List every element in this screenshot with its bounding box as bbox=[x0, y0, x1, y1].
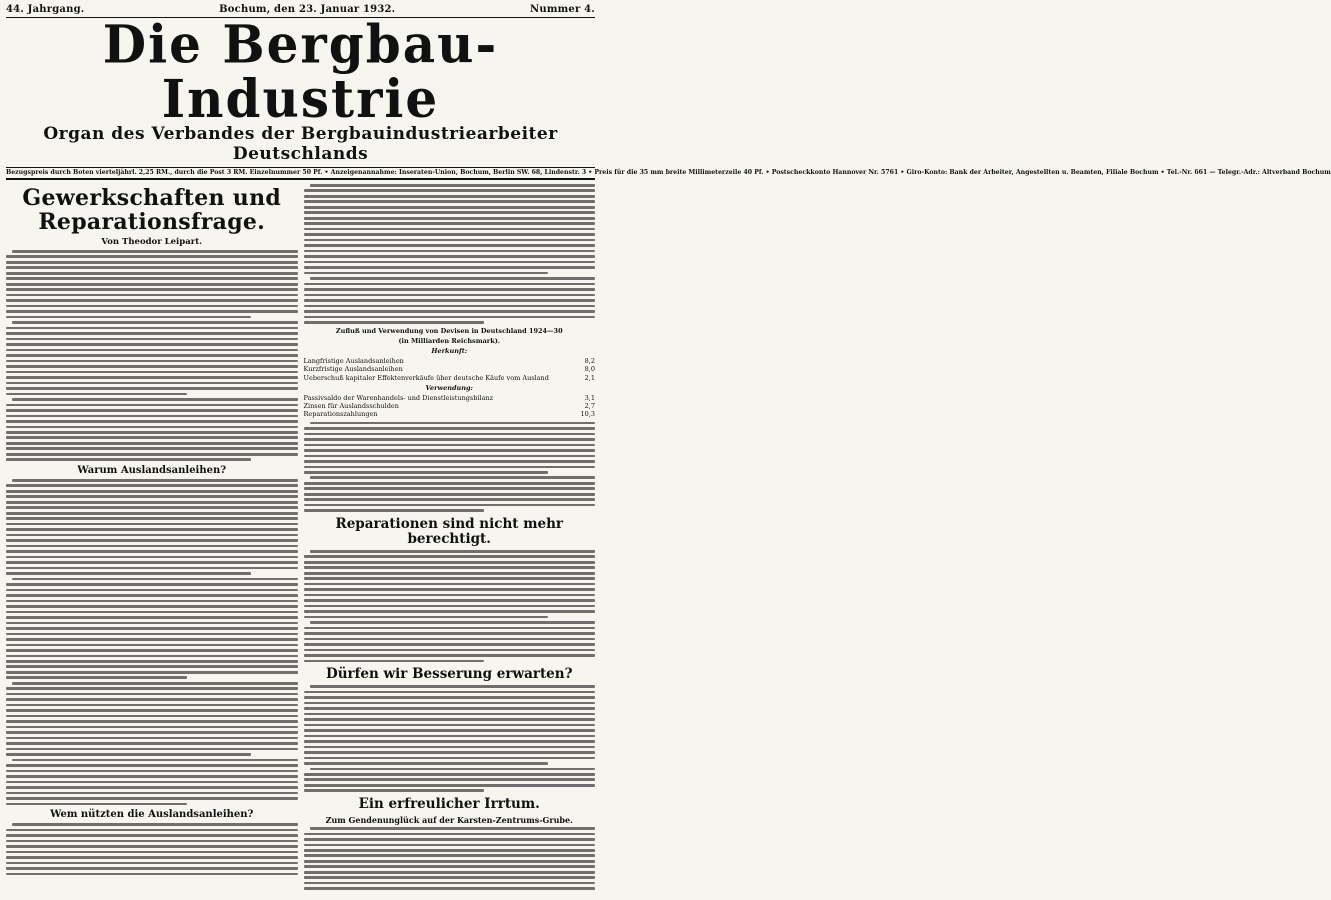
table-row-label: Ueberschuß kapitaler Effektenverkäufe über deutsche Käufe vom Ausland bbox=[303, 373, 549, 382]
table-row bbox=[304, 365, 596, 373]
table-row bbox=[304, 394, 596, 402]
article-text-5 bbox=[304, 422, 596, 512]
table-row-label: Langfristige Auslandsanleihen bbox=[303, 357, 404, 366]
section-heading: Ein erfreulicher Irrtum. bbox=[358, 796, 540, 813]
subscription-info: Bezugspreis durch Boten vierteljährl. 2,25 RM., durch die Post 3 RM. Einzelnummer 50 Pf. • Anzeigenannahme: Inseraten-Union, Bochum, Berlin SW. 68, Lindenstr. 3 • Preis für die 35 mm breite Millimeterzeile 40 Pf. • Postscheckkonto Hannover Nr. 5761 • Giro-Konto: Bank der Arbeiter, Angestellten u. Beamten, Filiale Bochum • Tel.-Nr. 661 — Telegr.-Adr.: Altverband Bochum bbox=[6, 167, 595, 180]
author-byline: Von Theodor Leipart. bbox=[101, 237, 203, 247]
table-row bbox=[304, 410, 596, 418]
table-group-verwendung: Verwendung: bbox=[425, 383, 473, 392]
masthead-title: Die Bergbau-Industrie bbox=[102, 13, 499, 130]
article-text-1 bbox=[6, 250, 298, 461]
section-heading: Wem nützten die Auslandsanleihen? bbox=[50, 809, 254, 821]
section-heading: Reparationen sind nicht mehr berechtigt. bbox=[335, 515, 564, 547]
article-text-6 bbox=[304, 550, 596, 662]
table-row bbox=[304, 357, 596, 365]
section-subheading: Zum Gendenunglück auf der Karsten-Zentrums-Grube. bbox=[325, 815, 573, 826]
table-row-label: Passivsaldo der Warenhandels- und Dienstleistungsbilanz bbox=[303, 394, 494, 403]
article-text-8 bbox=[304, 827, 596, 890]
table-row-value: 10,3 bbox=[580, 410, 595, 419]
table-group-herkunft: Herkunft: bbox=[431, 347, 468, 355]
article-text-7 bbox=[304, 685, 596, 792]
masthead-subtitle: Organ des Verbandes der Bergbauindustriearbeiter Deutschlands bbox=[43, 124, 558, 164]
table-row-value: 8,2 bbox=[584, 357, 595, 366]
section-heading: Dürfen wir Besserung erwarten? bbox=[325, 666, 573, 683]
table-row-label: Reparationszahlungen bbox=[303, 410, 378, 419]
right-column bbox=[304, 184, 596, 893]
table-row-value: 2,7 bbox=[584, 402, 595, 411]
section-heading: Warum Auslandsanleihen? bbox=[77, 465, 227, 476]
table-row-label: Kurzfristige Auslandsanleihen bbox=[303, 365, 403, 374]
issue-number: Nummer 4. bbox=[530, 4, 595, 15]
article-text-3 bbox=[6, 823, 298, 875]
table-row-label: Zinsen für Auslandsschulden bbox=[303, 402, 399, 411]
article-text-4 bbox=[304, 184, 596, 324]
left-column bbox=[6, 184, 298, 893]
table-row-value: 3,1 bbox=[584, 394, 595, 403]
devisen-table bbox=[304, 327, 596, 419]
table-row-value: 8,0 bbox=[584, 365, 595, 374]
table-subtitle: (in Milliarden Reichsmark). bbox=[398, 336, 501, 345]
table-row bbox=[304, 374, 596, 382]
article-text-2 bbox=[6, 479, 298, 805]
main-headline: Gewerkschaften und Reparationsfrage. bbox=[22, 185, 282, 235]
place-date: Bochum, den 23. Januar 1932. bbox=[219, 4, 396, 15]
volume-label: 44. Jahrgang. bbox=[6, 4, 85, 15]
table-row-value: 2,1 bbox=[584, 373, 595, 382]
table-row bbox=[304, 402, 596, 410]
table-title: Zufluß und Verwendung von Devisen in Deutschland 1924—30 bbox=[335, 326, 563, 335]
